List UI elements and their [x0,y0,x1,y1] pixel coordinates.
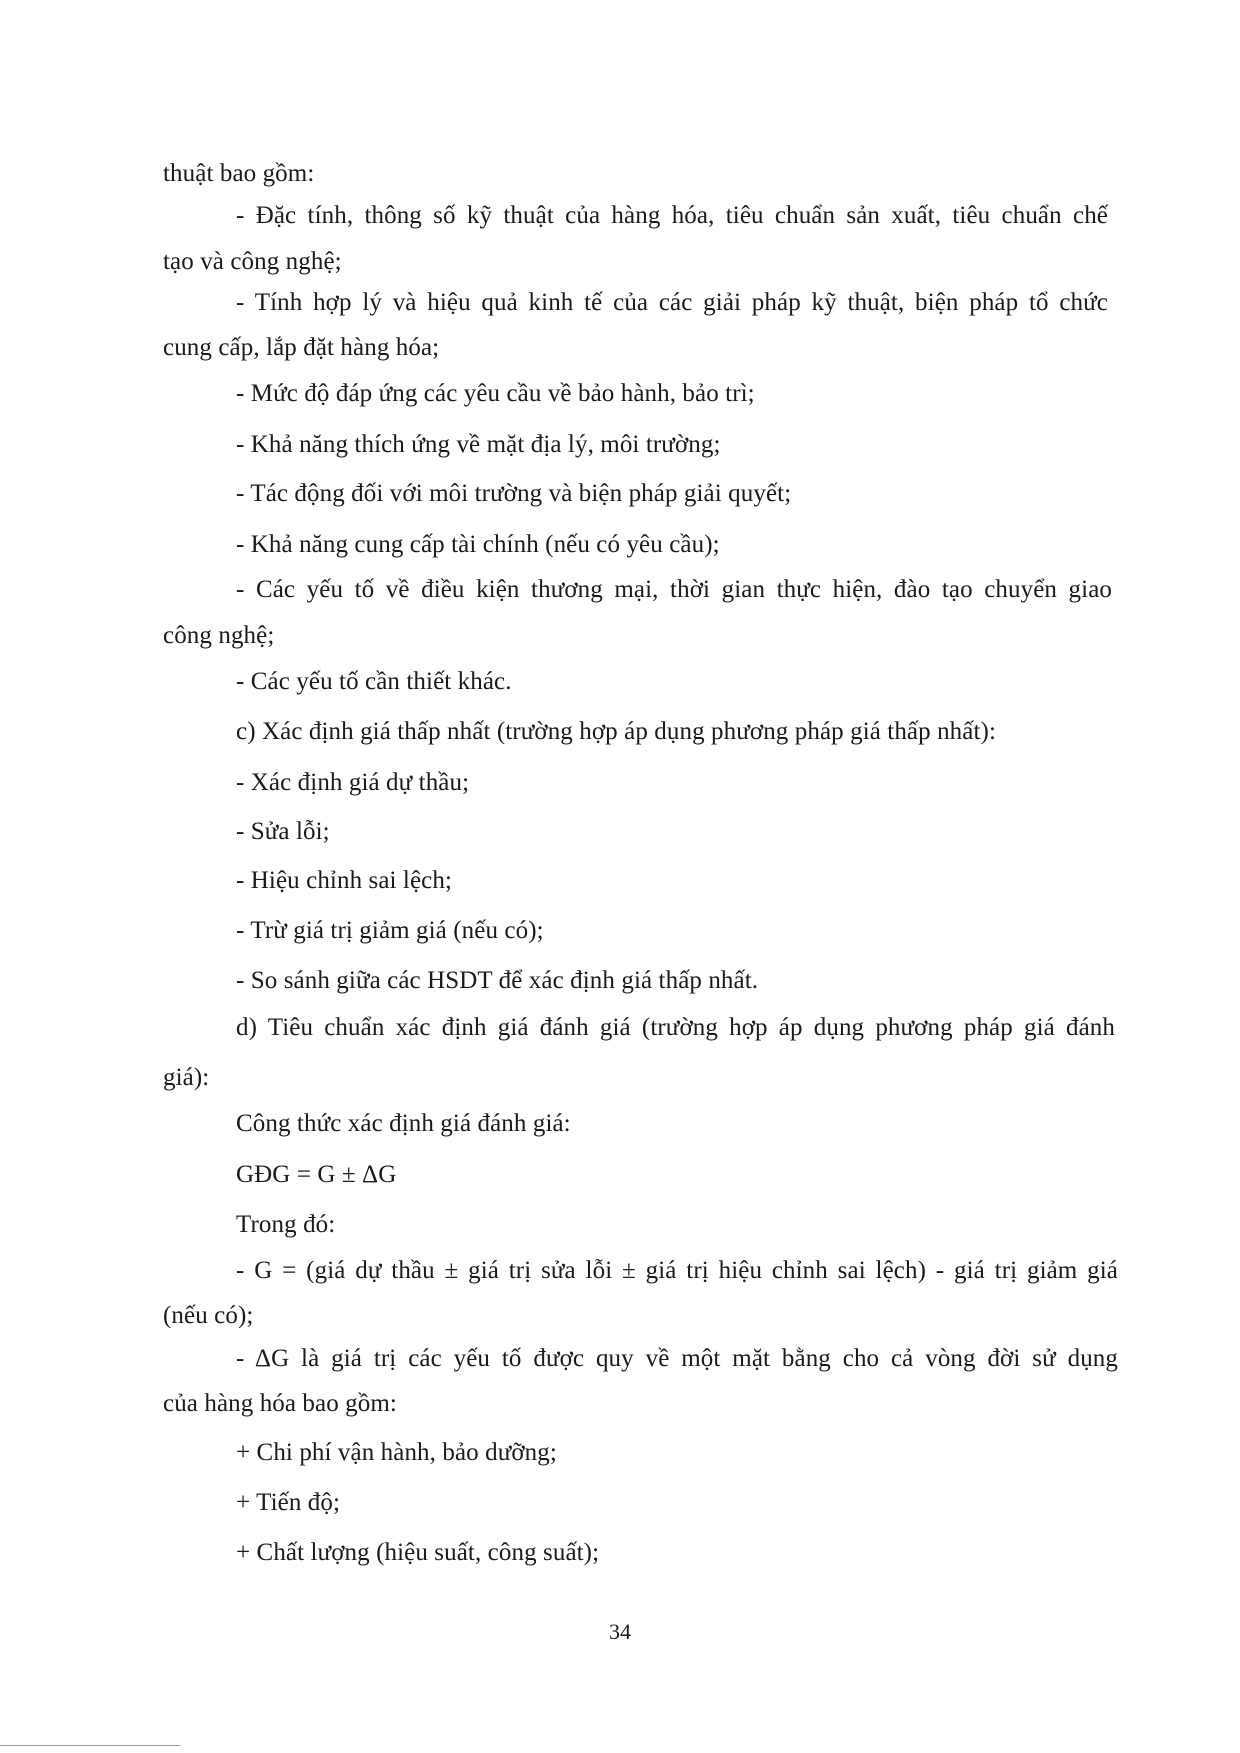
text-line: - Xác định giá dự thầu; [236,769,470,796]
text-line: + Tiến độ; [236,1489,341,1516]
text-line: c) Xác định giá thấp nhất (trường hợp áp dụng phương pháp giá thấp nhất): [236,718,996,745]
text-line: tạo và công nghệ; [163,248,342,275]
text-line: - Tác động đối với môi trường và biện pháp giải quyết; [236,480,792,507]
text-line: giá): [163,1064,210,1091]
text-line: - So sánh giữa các HSDT để xác định giá thấp nhất. [236,967,759,994]
text-line: Công thức xác định giá đánh giá: [236,1110,571,1137]
text-line: - Khả năng cung cấp tài chính (nếu có yêu cầu); [236,531,720,558]
text-line: d) Tiêu chuẩn xác định giá đánh giá (trường hợp áp dụng phương pháp giá đánh [236,1014,1115,1041]
text-line: + Chất lượng (hiệu suất, công suất); [236,1539,600,1566]
text-line: + Chi phí vận hành, bảo dưỡng; [236,1439,557,1466]
text-line: - Hiệu chỉnh sai lệch; [236,867,453,894]
text-line: - ΔG là giá trị các yếu tố được quy về một mặt bằng cho cả vòng đời sử dụng [236,1345,1118,1372]
text-line: cung cấp, lắp đặt hàng hóa; [163,334,440,361]
text-line: - Sửa lỗi; [236,818,330,845]
text-line: Trong đó: [236,1211,336,1238]
text-line: - Khả năng thích ứng về mặt địa lý, môi trường; [236,431,721,458]
text-line: - Mức độ đáp ứng các yêu cầu về bảo hành, bảo trì; [236,380,755,407]
text-line: - Các yếu tố cần thiết khác. [236,668,512,695]
text-line: - G = (giá dự thầu ± giá trị sửa lỗi ± giá trị hiệu chỉnh sai lệch) - giá trị giảm giá [236,1257,1118,1284]
text-line: - Trừ giá trị giảm giá (nếu có); [236,917,544,944]
text-line: thuật bao gồm: [163,160,315,187]
text-line: của hàng hóa bao gồm: [163,1390,397,1417]
bottom-divider [0,1745,180,1746]
page-number: 34 [609,1619,631,1644]
text-line: - Các yếu tố về điều kiện thương mại, thời gian thực hiện, đào tạo chuyển giao [236,576,1112,603]
text-line: - Tính hợp lý và hiệu quả kinh tế của các giải pháp kỹ thuật, biện pháp tổ chức [236,289,1108,316]
text-line: (nếu có); [163,1302,254,1329]
formula-line: GĐG = G ± ΔG [236,1161,397,1188]
text-line: công nghệ; [163,622,275,649]
text-line: - Đặc tính, thông số kỹ thuật của hàng hóa, tiêu chuẩn sản xuất, tiêu chuẩn chế [236,202,1108,229]
